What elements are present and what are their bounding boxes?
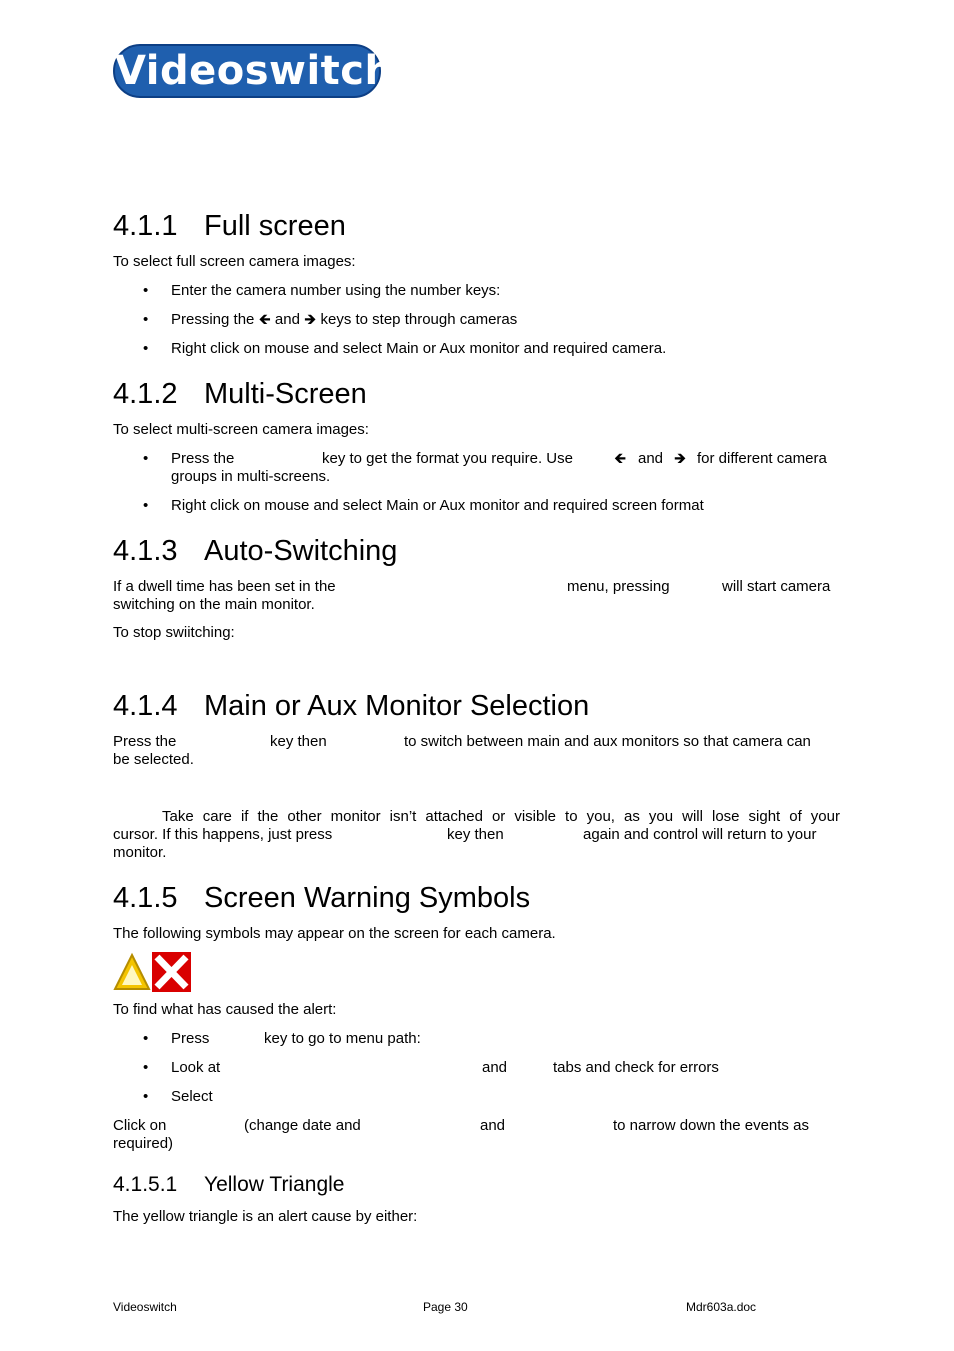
left-arrow-icon: 🡸 [614, 450, 627, 467]
text: and [638, 450, 664, 467]
right-arrow-icon: 🡺 [674, 450, 687, 467]
text: to narrow down the events as [613, 1117, 809, 1134]
right-arrow-icon: 🡺 [304, 311, 317, 328]
find-cause-text: To find what has caused the alert: [113, 1001, 337, 1018]
warning-intro: The following symbols may appear on the screen for each camera. [113, 925, 556, 942]
text: to switch between main and aux monitors so that camera can [404, 733, 811, 750]
text: and [480, 1117, 506, 1134]
yellow-triangle-text: The yellow triangle is an alert cause by either: [113, 1208, 418, 1225]
text: Take care if the other monitor isn’t attached or visible to you, as you will lose sight of your [162, 808, 840, 825]
heading-yellow-triangle: 4.1.5.1 Yellow Triangle [113, 1173, 345, 1196]
text: will start camera [722, 578, 831, 595]
warning-symbols [113, 952, 191, 992]
text: (change date and [244, 1117, 361, 1134]
footer-page-number: Page 30 [423, 1300, 468, 1314]
text: and [482, 1059, 508, 1076]
text: Press the [113, 733, 177, 750]
text: required) [113, 1135, 174, 1152]
text: be selected. [113, 751, 194, 768]
footer-filename: Mdr603a.doc [686, 1300, 757, 1314]
text: menu, pressing [567, 578, 670, 595]
text: tabs and check for errors [553, 1059, 719, 1076]
full-screen-intro: To select full screen camera images: [113, 253, 356, 270]
text: for different camera [697, 450, 827, 467]
left-arrow-icon: 🡸 [258, 311, 271, 328]
text: again and control will return to your [583, 826, 817, 843]
heading-auto-switching: 4.1.3 Auto-Switching [113, 535, 398, 567]
multi-screen-intro: To select multi-screen camera images: [113, 421, 369, 438]
text: groups in multi-screens. [171, 468, 331, 485]
heading-warning-symbols: 4.1.5 Screen Warning Symbols [113, 882, 531, 914]
heading-monitor-selection: 4.1.4 Main or Aux Monitor Selection [113, 690, 590, 722]
text: To stop swiitching: [113, 624, 235, 641]
heading-multi-screen: 4.1.2 Multi-Screen [113, 378, 367, 410]
warning-symbols-svg [113, 952, 191, 992]
text: cursor. If this happens, just press [113, 826, 333, 843]
text: key to go to menu path: [264, 1030, 421, 1047]
text: key then [447, 826, 504, 843]
heading-full-screen: 4.1.1 Full screen [113, 210, 346, 242]
text: key then [270, 733, 327, 750]
text: If a dwell time has been set in the [113, 578, 336, 595]
text: key to get the format you require. Use [322, 450, 573, 467]
text: monitor. [113, 844, 167, 861]
text: Press the [171, 450, 235, 467]
text: Click on [113, 1117, 167, 1134]
text: switching on the main monitor. [113, 596, 315, 613]
footer-company: Videoswitch [113, 1300, 177, 1314]
videoswitch-logo: Videoswitch [113, 44, 381, 98]
